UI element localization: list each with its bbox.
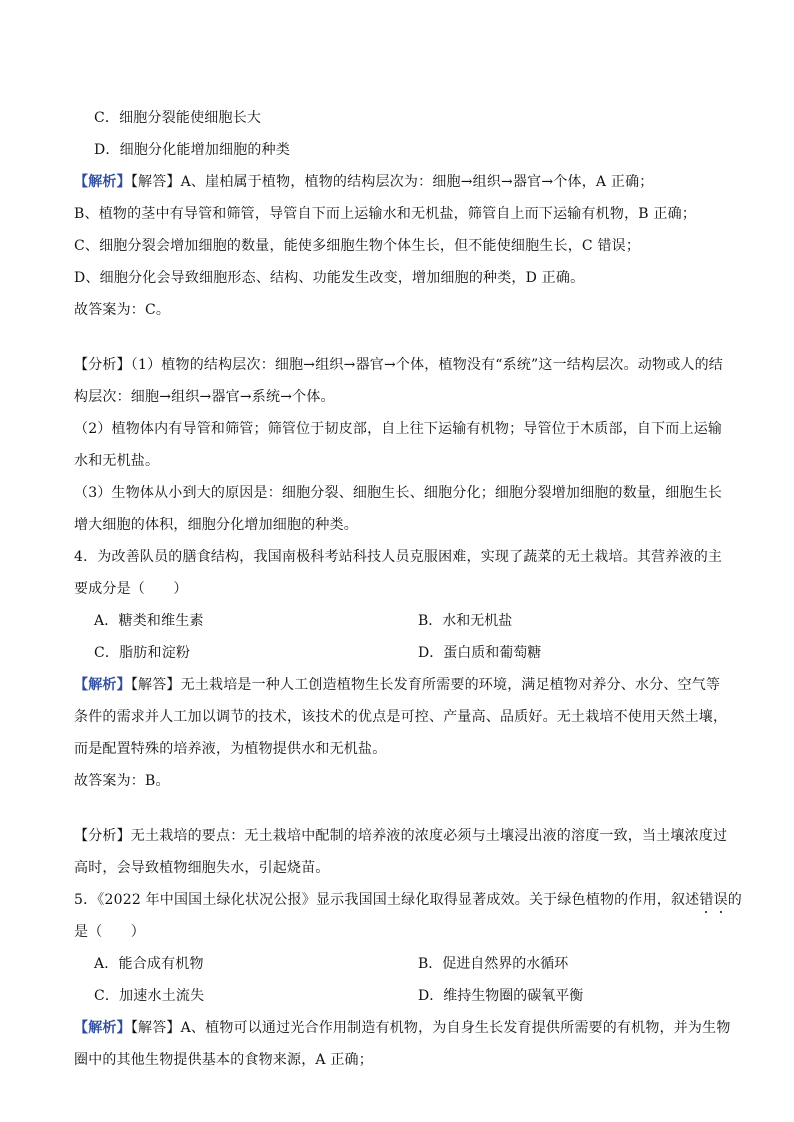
q5-option-a: A．能合成有机物: [94, 956, 204, 972]
q4-analysis-line-2: 高时，会导致植物细胞失水，引起烧苗。: [74, 860, 330, 876]
prev-analysis-line-1: 【分析】（1）植物的结构层次：细胞→组织→器官→个体，植物没有“系统”这一结构层次。动物或人的结: [74, 357, 724, 373]
prev-answer-line-2: B、植物的茎中有导管和筛管，导管自下而上运输水和无机盐，筛管自上而下运输有机物，B 正确；: [74, 206, 697, 222]
prev-analysis-line-6: 增大细胞的体积，细胞分化增加细胞的种类。: [74, 517, 358, 533]
emphasis-char: 误: [713, 892, 728, 908]
prev-answer-line-3: C、细胞分裂会增加细胞的数量，能使多细胞生物个体生长，但不能使细胞生长，C 错误；: [74, 238, 641, 254]
prev-answer-line-4: D、细胞分化会导致细胞形态、结构、功能发生改变，增加细胞的种类，D 正确。: [74, 270, 585, 286]
prev-option-c: C．细胞分裂能使细胞长大: [94, 110, 262, 126]
answer-text: 【解答】A、崖柏属于植物，植物的结构层次为：细胞→组织→器官→个体，A 正确；: [130, 174, 654, 190]
jiexi-tag: 【解析】: [74, 677, 131, 693]
prev-analysis-line-3: （2）植物体内有导管和筛管；筛管位于韧皮部，自上往下运输有机物；导管位于木质部，自下而上运输: [74, 421, 723, 437]
q4-stem-line-1: 4．为改善队员的膳食结构，我国南极科考站科技人员克服困难，实现了蔬菜的无土栽培。其营养液的主: [74, 549, 723, 565]
jiexi-tag: 【解析】: [74, 1020, 131, 1036]
q5-stem-text-end: 的: [727, 892, 742, 908]
q4-option-c: C．脂肪和淀粉: [94, 645, 191, 661]
q5-option-c: C．加速水土流失: [94, 988, 205, 1004]
q5-answer-line-1: [74, 1018, 731, 1038]
prev-analysis-line-5: （3）生物体从小到大的原因是：细胞分裂、细胞生长、细胞分化；细胞分裂增加细胞的数量，细胞生长: [74, 485, 723, 501]
q4-stem-line-2: 要成分是（ ）: [74, 581, 188, 597]
answer-text: 【解答】A、植物可以通过光合作用制造有机物，为自身生长发育提供所需要的有机物，并为生物: [130, 1020, 731, 1036]
q4-final-answer: 故答案为：B。: [74, 773, 170, 789]
q5-option-b: B．促进自然界的水循环: [418, 956, 569, 972]
q4-option-b: B．水和无机盐: [418, 613, 513, 629]
q4-option-a: A．糖类和维生素: [94, 613, 204, 629]
q4-options-row-1: [94, 611, 204, 631]
q5-stem-line-2: 是（ ）: [74, 924, 145, 940]
q4-answer-line-3: 而是配置特殊的培养液，为植物提供水和无机盐。: [74, 741, 387, 757]
jiexi-tag: 【解析】: [74, 174, 131, 190]
prev-analysis-line-2: 构层次：细胞→组织→器官→系统→个体。: [74, 389, 335, 405]
q5-stem-line-1: [74, 890, 742, 910]
emphasis-char: 错: [699, 892, 714, 908]
q4-analysis-line-1: 【分析】无土栽培的要点：无土栽培中配制的培养液的浓度必须与土壤浸出液的溶度一致，当土壤浓度过: [74, 828, 728, 844]
q5-stem-text: 5．《2022 年中国国土绿化状况公报》显示我国国土绿化取得显著成效。关于绿色植物的作用，叙述: [74, 892, 700, 908]
prev-option-d: D．细胞分化能增加细胞的种类: [94, 142, 291, 158]
q4-answer-line-1: [74, 675, 720, 695]
q4-option-d: D．蛋白质和葡萄糖: [418, 645, 542, 661]
answer-text: 【解答】无土栽培是一种人工创造植物生长发育所需要的环境，满足植物对养分、水分、空气等: [130, 677, 721, 693]
prev-final-answer: 故答案为：C。: [74, 302, 171, 318]
q5-option-d: D．维持生物圈的碳氧平衡: [418, 988, 584, 1004]
q5-answer-line-2: 圈中的其他生物提供基本的食物来源，A 正确；: [74, 1052, 373, 1068]
prev-answer-line-1: [74, 172, 653, 192]
prev-analysis-line-4: 水和无机盐。: [74, 453, 160, 469]
q4-answer-line-2: 条件的需求并人工加以调节的技术，该技术的优点是可控、产量高、品质好。无土栽培不使用天然土壤，: [74, 709, 728, 725]
